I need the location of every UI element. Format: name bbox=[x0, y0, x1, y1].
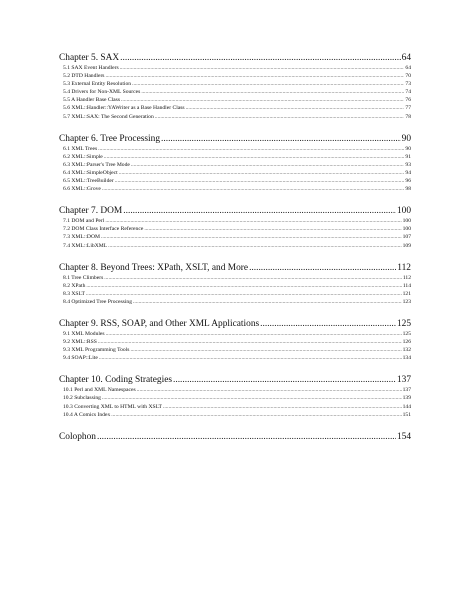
toc-section-title: 10.2 Subclassing bbox=[63, 395, 101, 402]
toc-section-page: 123 bbox=[402, 298, 411, 305]
toc-section-page: 132 bbox=[402, 347, 411, 354]
toc-section-title: 5.5 A Handler Base Class bbox=[63, 97, 121, 104]
toc-chapter-title: Chapter 10. Coding Strategies bbox=[59, 375, 173, 386]
toc-section-entry[interactable] bbox=[59, 72, 411, 80]
toc-dot-leader bbox=[106, 330, 402, 338]
toc-section-page: 91 bbox=[405, 153, 411, 160]
toc-section-entry[interactable] bbox=[59, 217, 411, 225]
toc-section-title: 7.4 XML::LibXML bbox=[63, 242, 108, 249]
toc-section-title: 8.3 XSLT bbox=[63, 290, 85, 297]
toc-dot-leader bbox=[260, 318, 396, 330]
toc-section-title: 9.1 XML Modules bbox=[63, 330, 105, 337]
toc-dot-leader bbox=[86, 290, 402, 298]
toc-section-entry[interactable] bbox=[59, 233, 411, 241]
toc-section-entry[interactable] bbox=[59, 290, 411, 298]
toc-section-entry[interactable] bbox=[59, 96, 411, 104]
toc-section-entry[interactable] bbox=[59, 386, 411, 394]
toc-dot-leader bbox=[105, 217, 401, 225]
toc-dot-leader bbox=[173, 374, 396, 386]
toc-chapter bbox=[59, 262, 411, 306]
toc-section-page: 94 bbox=[405, 169, 411, 176]
toc-dot-leader bbox=[155, 113, 405, 121]
toc-dot-leader bbox=[111, 411, 401, 419]
toc-section-entry[interactable] bbox=[59, 346, 411, 354]
toc-section-page: 76 bbox=[405, 97, 411, 104]
toc-dot-leader bbox=[120, 64, 405, 72]
toc-dot-leader bbox=[186, 104, 405, 112]
toc-section-page: 90 bbox=[405, 145, 411, 152]
toc-section-page: 107 bbox=[402, 234, 411, 241]
toc-dot-leader bbox=[98, 145, 404, 153]
toc-section-title: 8.4 Optimized Tree Processing bbox=[63, 298, 132, 305]
toc-section-title: 10.4 A Comics Index bbox=[63, 411, 111, 418]
toc-section-entry[interactable] bbox=[59, 88, 411, 96]
toc-section-title: 5.1 SAX Event Handlers bbox=[63, 65, 119, 71]
toc-dot-leader bbox=[86, 282, 401, 290]
toc-chapter bbox=[59, 431, 411, 443]
toc-section-page: 109 bbox=[402, 242, 411, 249]
toc-dot-leader bbox=[97, 431, 396, 443]
toc-chapter-entry[interactable] bbox=[59, 262, 411, 274]
toc-section-title: 5.6 XML::Handler::YAWriter as a Base Handler Class bbox=[63, 105, 185, 112]
toc-chapter-page: 64 bbox=[401, 53, 411, 63]
toc-section-entry[interactable] bbox=[59, 354, 411, 362]
toc-chapter-title: Chapter 6. Tree Processing bbox=[59, 133, 161, 144]
toc-chapter bbox=[59, 52, 411, 121]
toc-section-title: 6.6 XML::Grove bbox=[63, 186, 101, 193]
toc-chapter bbox=[59, 374, 411, 418]
toc-chapter-title: Colophon bbox=[59, 431, 96, 442]
toc-section-entry[interactable] bbox=[59, 80, 411, 88]
toc-section-title: 8.1 Tree Climbers bbox=[63, 274, 104, 281]
toc-section-title: 5.7 XML::SAX: The Second Generation bbox=[63, 113, 154, 120]
toc-chapter-page: 125 bbox=[396, 318, 411, 329]
toc-section-title: 10.1 Perl and XML Namespaces bbox=[63, 387, 136, 394]
toc-section-page: 100 bbox=[402, 226, 411, 233]
toc-section-title: 7.3 XML::DOM bbox=[63, 234, 100, 241]
toc-section-title: 7.1 DOM and Perl bbox=[63, 218, 105, 225]
toc-dot-leader bbox=[123, 205, 396, 217]
toc-chapter-page: 154 bbox=[396, 431, 411, 442]
toc-section-entry[interactable] bbox=[59, 64, 411, 72]
toc-section-entry[interactable] bbox=[59, 298, 411, 306]
toc-dot-leader bbox=[163, 403, 402, 411]
toc-dot-leader bbox=[120, 52, 400, 64]
toc-chapter-title: Chapter 9. RSS, SOAP, and Other XML Applications bbox=[59, 318, 260, 329]
toc-section-title: 5.4 Drivers for Non-XML Sources bbox=[63, 89, 141, 96]
toc-dot-leader bbox=[133, 298, 402, 306]
toc-chapter-page: 112 bbox=[397, 262, 411, 273]
toc-dot-leader bbox=[249, 262, 396, 274]
toc-dot-leader bbox=[144, 225, 401, 233]
toc-section-page: 96 bbox=[405, 178, 411, 185]
toc-dot-leader bbox=[115, 177, 405, 185]
toc-dot-leader bbox=[99, 354, 402, 362]
toc-dot-leader bbox=[101, 233, 402, 241]
toc-section-entry[interactable] bbox=[59, 330, 411, 338]
toc-section-page: 73 bbox=[405, 81, 411, 88]
toc-section-title: 6.1 XML Trees bbox=[63, 145, 98, 152]
toc-section-page: 125 bbox=[402, 330, 411, 337]
toc-chapter bbox=[59, 318, 411, 362]
toc-section-page: 64 bbox=[405, 65, 411, 71]
toc-section-entry[interactable] bbox=[59, 104, 411, 112]
toc-chapter-entry[interactable] bbox=[59, 318, 411, 330]
toc-dot-leader bbox=[161, 133, 401, 145]
toc-section-page: 78 bbox=[405, 113, 411, 120]
toc-dot-leader bbox=[130, 346, 401, 354]
toc-section-entry[interactable] bbox=[59, 185, 411, 193]
toc-section-page: 126 bbox=[402, 339, 411, 346]
toc-chapter bbox=[59, 133, 411, 194]
toc-section-entry[interactable] bbox=[59, 177, 411, 185]
toc-dot-leader bbox=[105, 72, 404, 80]
toc-chapter-entry[interactable] bbox=[59, 133, 411, 145]
toc-chapter-entry[interactable] bbox=[59, 52, 411, 64]
toc-chapter-entry[interactable] bbox=[59, 431, 411, 443]
toc-section-page: 114 bbox=[402, 282, 411, 289]
toc-dot-leader bbox=[108, 242, 401, 250]
toc-section-entry[interactable] bbox=[59, 242, 411, 250]
toc-dot-leader bbox=[104, 153, 405, 161]
toc-section-title: 7.2 DOM Class Interface Reference bbox=[63, 226, 144, 233]
toc-section-title: 6.5 XML::TreeBuilder bbox=[63, 178, 114, 185]
toc-section-entry[interactable] bbox=[59, 338, 411, 346]
toc-section-entry[interactable] bbox=[59, 282, 411, 290]
toc-chapter-page: 100 bbox=[396, 206, 411, 217]
toc-section-page: 74 bbox=[405, 89, 411, 96]
toc-section-page: 77 bbox=[405, 105, 411, 112]
toc-dot-leader bbox=[137, 386, 402, 394]
toc-section-page: 139 bbox=[402, 395, 411, 402]
toc-section-page: 134 bbox=[402, 355, 411, 362]
toc-section-title: 10.3 Converting XML to HTML with XSLT bbox=[63, 403, 162, 410]
toc-section-entry[interactable] bbox=[59, 145, 411, 153]
toc-section-entry[interactable] bbox=[59, 225, 411, 233]
toc-section-title: 6.2 XML::Simple bbox=[63, 153, 103, 160]
toc-section-title: 9.2 XML::RSS bbox=[63, 339, 97, 346]
table-of-contents bbox=[59, 52, 411, 455]
toc-chapter-title: Chapter 8. Beyond Trees: XPath, XSLT, and More bbox=[59, 262, 249, 273]
toc-dot-leader bbox=[102, 394, 402, 402]
toc-dot-leader bbox=[131, 161, 405, 169]
toc-dot-leader bbox=[141, 88, 404, 96]
toc-section-title: 5.3 External Entity Resolution bbox=[63, 81, 132, 88]
toc-section-page: 144 bbox=[402, 403, 411, 410]
toc-section-page: 137 bbox=[402, 387, 411, 394]
toc-section-page: 112 bbox=[402, 274, 411, 281]
toc-section-entry[interactable] bbox=[59, 274, 411, 282]
toc-chapter-entry[interactable] bbox=[59, 374, 411, 386]
toc-chapter bbox=[59, 205, 411, 249]
toc-section-entry[interactable] bbox=[59, 161, 411, 169]
toc-section-page: 93 bbox=[405, 161, 411, 168]
toc-dot-leader bbox=[121, 96, 404, 104]
toc-section-title: 5.2 DTD Handlers bbox=[63, 73, 105, 80]
toc-section-page: 121 bbox=[402, 290, 411, 297]
toc-section-title: 8.2 XPath bbox=[63, 282, 86, 289]
toc-section-title: 6.4 XML::SimpleObject bbox=[63, 169, 118, 176]
toc-section-page: 100 bbox=[402, 218, 411, 225]
toc-dot-leader bbox=[104, 274, 402, 282]
toc-section-entry[interactable] bbox=[59, 153, 411, 161]
toc-section-page: 98 bbox=[405, 186, 411, 193]
toc-section-entry[interactable] bbox=[59, 169, 411, 177]
toc-section-title: 6.3 XML::Parser's Tree Mode bbox=[63, 161, 130, 168]
toc-chapter-title: Chapter 5. SAX bbox=[59, 53, 120, 63]
toc-section-title: 9.3 XML Programming Tools bbox=[63, 347, 130, 354]
toc-section-entry[interactable] bbox=[59, 411, 411, 419]
toc-section-entry[interactable] bbox=[59, 113, 411, 121]
toc-chapter-page: 137 bbox=[396, 375, 411, 386]
toc-section-page: 151 bbox=[402, 411, 411, 418]
toc-dot-leader bbox=[102, 185, 404, 193]
toc-chapter-entry[interactable] bbox=[59, 205, 411, 217]
toc-dot-leader bbox=[132, 80, 404, 88]
toc-section-title: 9.4 SOAP::Lite bbox=[63, 355, 98, 362]
toc-section-entry[interactable] bbox=[59, 403, 411, 411]
toc-section-page: 70 bbox=[405, 73, 411, 80]
toc-dot-leader bbox=[119, 169, 405, 177]
toc-dot-leader bbox=[98, 338, 402, 346]
toc-chapter-page: 90 bbox=[401, 133, 411, 144]
toc-section-entry[interactable] bbox=[59, 394, 411, 402]
toc-chapter-title: Chapter 7. DOM bbox=[59, 206, 123, 217]
